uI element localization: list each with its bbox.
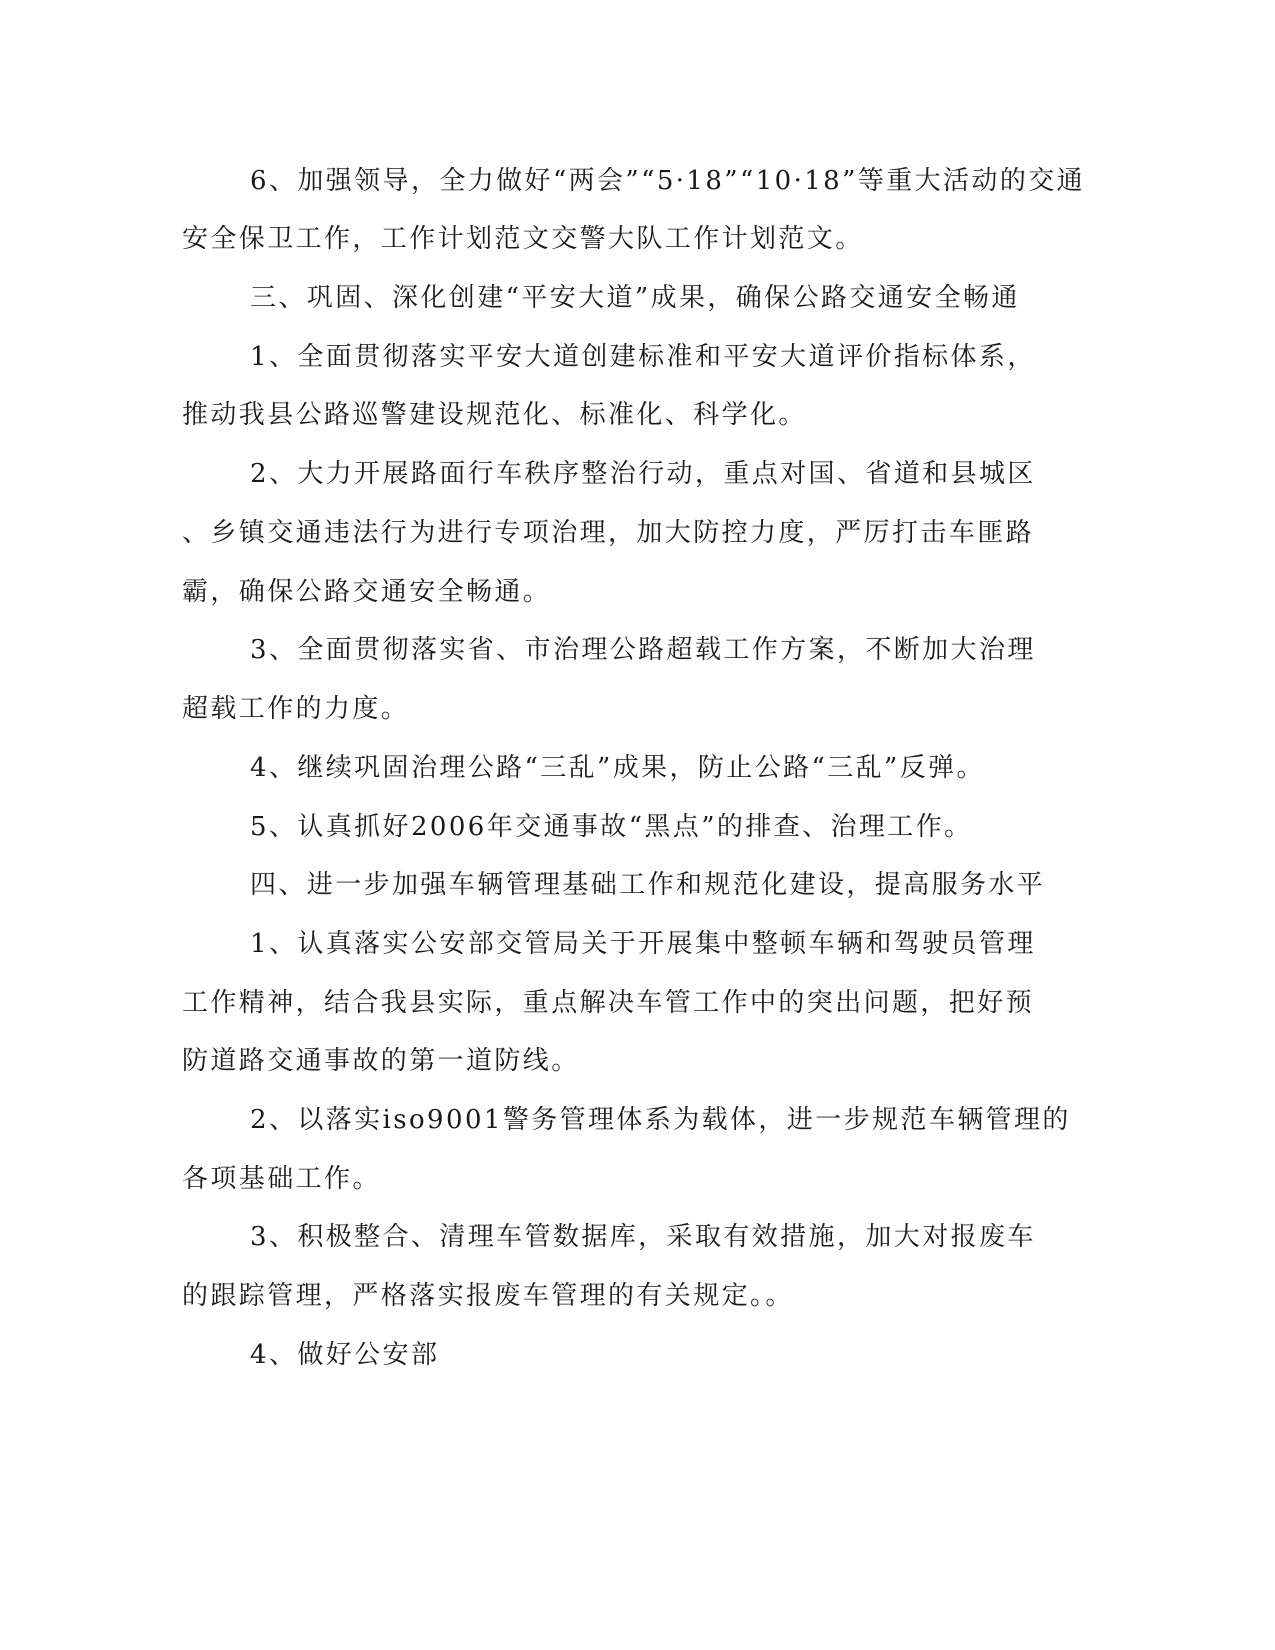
text-line-5: 推动我县公路巡警建设规范化、标准化、科学化。 bbox=[182, 400, 807, 430]
text-line-10: 超载工作的力度。 bbox=[182, 694, 410, 724]
text-line-6: 2、大力开展路面行车秩序整治行动，重点对国、省道和县城区 bbox=[250, 459, 1036, 489]
text-line-9: 3、全面贯彻落实省、市治理公路超载工作方案，不断加大治理 bbox=[250, 635, 1036, 665]
text-line-7: 、乡镇交通违法行为进行专项治理，加大防控力度，严厉打击车匪路 bbox=[182, 518, 1035, 548]
section-heading-4: 四、进一步加强车辆管理基础工作和规范化建设，提高服务水平 bbox=[250, 870, 1046, 900]
text-line-21: 4、做好公安部 bbox=[250, 1340, 440, 1370]
text-line-11: 4、继续巩固治理公路“三乱”成果，防止公路“三乱”反弹。 bbox=[250, 753, 985, 783]
text-line-4: 1、全面贯彻落实平安大道创建标准和平安大道评价指标体系， bbox=[250, 342, 1036, 372]
text-line-8: 霸，确保公路交通安全畅通。 bbox=[182, 577, 552, 607]
text-line-12: 5、认真抓好2006年交通事故“黑点”的排查、治理工作。 bbox=[250, 812, 973, 842]
text-line-20: 的跟踪管理，严格落实报废车管理的有关规定。。 bbox=[182, 1281, 794, 1311]
text-line-18: 各项基础工作。 bbox=[182, 1164, 381, 1194]
text-line-1: 6、加强领导，全力做好“两会”“5·18”“10·18”等重大活动的交通 bbox=[250, 166, 1086, 196]
text-line-14: 1、认真落实公安部交管局关于开展集中整顿车辆和驾驶员管理 bbox=[250, 929, 1036, 959]
text-line-2: 安全保卫工作，工作计划范文交警大队工作计划范文。 bbox=[182, 224, 864, 254]
section-heading-3: 三、巩固、深化创建“平安大道”成果，确保公路交通安全畅通 bbox=[250, 283, 1020, 313]
text-line-17: 2、以落实iso9001警务管理体系为载体，进一步规范车辆管理的 bbox=[250, 1105, 1071, 1135]
text-line-16: 防道路交通事故的第一道防线。 bbox=[182, 1046, 580, 1076]
text-line-19: 3、积极整合、清理车管数据库，采取有效措施，加大对报废车 bbox=[250, 1222, 1036, 1252]
text-line-15: 工作精神，结合我县实际，重点解决车管工作中的突出问题，把好预 bbox=[182, 988, 1035, 1018]
